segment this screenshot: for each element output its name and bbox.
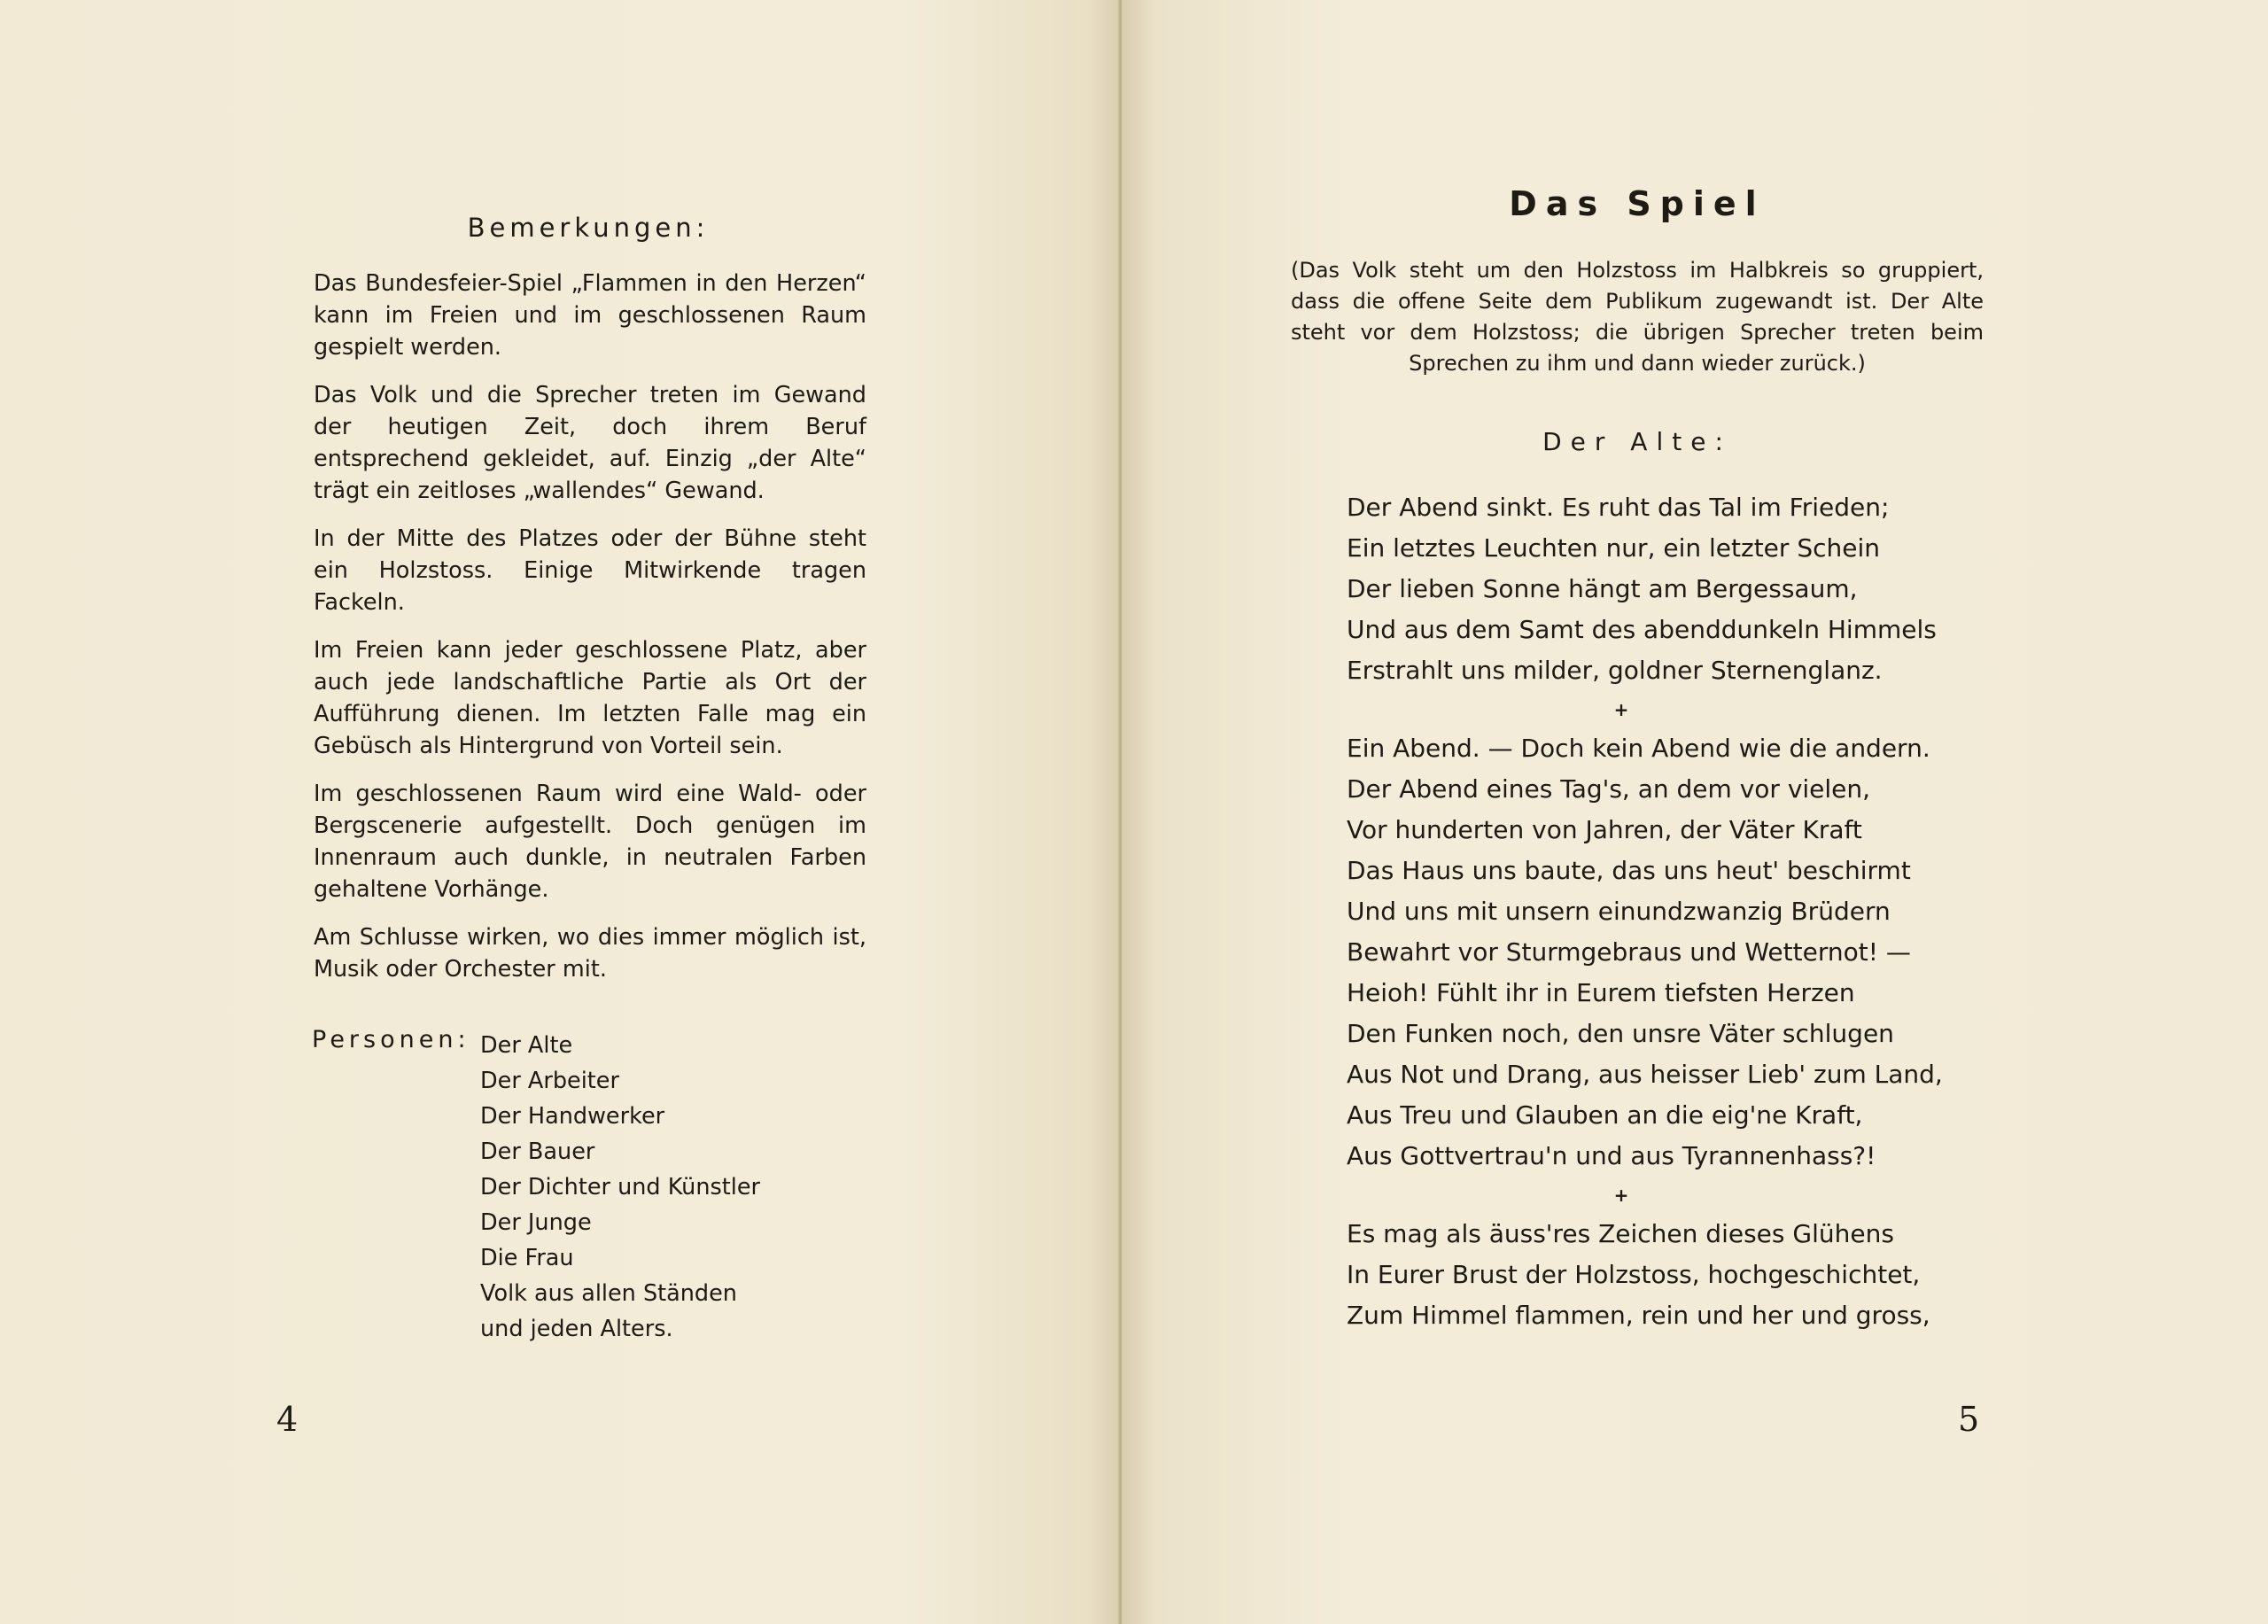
stanza-divider: +	[1613, 699, 1629, 720]
persons-list	[480, 1028, 760, 1347]
verse-line: Der lieben Sonne hängt am Bergessaum,	[1347, 574, 1858, 603]
play-title: Das Spiel	[1509, 184, 1766, 223]
person-item: Der Junge	[480, 1209, 592, 1236]
verse-line: Heioh! Fühlt ihr in Eurem tiefsten Herzen	[1347, 978, 1855, 1007]
verse-line: Zum Himmel flammen, rein und her und gross,	[1347, 1301, 1930, 1330]
person-item: Der Bauer	[480, 1138, 595, 1165]
remarks-heading: Bemerkungen:	[467, 213, 710, 243]
verse-line: Aus Not und Drang, aus heisser Lieb' zum Land,	[1347, 1060, 1943, 1089]
verse-line: Und aus dem Samt des abenddunkeln Himmels	[1347, 615, 1937, 644]
remarks-paragraph: Das Volk und die Sprecher treten im Gewand der heutigen Zeit, doch ihrem Beruf entsprechend gekleidet, auf. Einzig „der Alte“ trägt ein zeitloses „wallendes“ Gewand.	[314, 382, 866, 504]
verse-block	[1347, 487, 1984, 1336]
persons-label: Personen:	[312, 1026, 470, 1053]
verse-line: Vor hunderten von Jahren, der Väter Kraft	[1347, 815, 1862, 844]
verse-line: Das Haus uns baute, das uns heut' beschirmt	[1347, 856, 1911, 885]
stanza	[1347, 728, 1984, 1177]
person-item: Der Dichter und Künstler	[480, 1174, 761, 1201]
verse-line: Der Abend eines Tag's, an dem vor vielen,	[1347, 774, 1871, 804]
verse-line: Bewahrt vor Sturmgebraus und Wetternot! —	[1347, 937, 1911, 967]
verse-line: In Eurer Brust der Holzstoss, hochgeschichtet,	[1347, 1260, 1921, 1289]
person-item: Die Frau	[480, 1245, 574, 1271]
remarks-paragraph: Im Freien kann jeder geschlossene Platz, aber auch jede landschaftliche Partie als Ort der Aufführung dienen. Im letzten Falle mag ein Gebüsch als Hintergrund von Vorteil sein.	[314, 637, 866, 759]
person-item: Der Handwerker	[480, 1103, 665, 1130]
stanza	[1347, 1214, 1984, 1336]
page-number-left: 4	[276, 1400, 299, 1439]
left-page	[0, 0, 1122, 1624]
speaker-label: Der Alte:	[1542, 427, 1732, 456]
verse-line: Erstrahlt uns milder, goldner Sternenglanz.	[1347, 656, 1883, 685]
page-number-right: 5	[1958, 1400, 1980, 1439]
verse-line: Es mag als äuss'res Zeichen dieses Glühens	[1347, 1219, 1894, 1248]
remarks-text	[314, 268, 866, 1001]
person-item: Volk aus allen Ständen	[480, 1280, 737, 1307]
stanza	[1347, 487, 1984, 691]
verse-line: Der Abend sinkt. Es ruht das Tal im Frieden;	[1347, 493, 1890, 522]
remarks-paragraph: Das Bundesfeier-Spiel „Flammen in den Herzen“ kann im Freien und im geschlossenen Raum gespielt werden.	[314, 270, 866, 361]
verse-line: Ein letztes Leuchten nur, ein letzter Schein	[1347, 533, 1880, 563]
verse-line: Aus Treu und Glauben an die eig'ne Kraft,	[1347, 1100, 1863, 1130]
stage-direction: (Das Volk steht um den Holzstoss im Halbkreis so gruppiert, dass die offene Seite dem Publikum zugewandt ist. Der Alte steht vor dem Holzstoss; die übrigen Sprecher treten beim Sprechen zu ihm und dann wieder zurück.)	[1291, 258, 1984, 376]
verse-line: Den Funken noch, den unsre Väter schlugen	[1347, 1019, 1894, 1048]
person-item: Der Alte	[480, 1032, 573, 1059]
person-item: und jeden Alters.	[480, 1316, 673, 1342]
remarks-paragraph: Im geschlossenen Raum wird eine Wald- oder Bergscenerie aufgestellt. Doch genügen im Innenraum auch dunkle, in neutralen Farben gehaltene Vorhänge.	[314, 781, 866, 903]
person-item: Der Arbeiter	[480, 1068, 619, 1094]
remarks-paragraph: In der Mitte des Platzes oder der Bühne steht ein Holzstoss. Einige Mitwirkende tragen Fackeln.	[314, 525, 866, 616]
verse-line: Und uns mit unsern einundzwanzig Brüdern	[1347, 897, 1891, 926]
verse-line: Aus Gottvertrau'n und aus Tyrannenhass?!	[1347, 1141, 1876, 1170]
stanza-divider: +	[1613, 1185, 1629, 1206]
verse-line: Ein Abend. — Doch kein Abend wie die andern.	[1347, 734, 1930, 763]
remarks-paragraph: Am Schlusse wirken, wo dies immer möglich ist, Musik oder Orchester mit.	[314, 924, 866, 983]
